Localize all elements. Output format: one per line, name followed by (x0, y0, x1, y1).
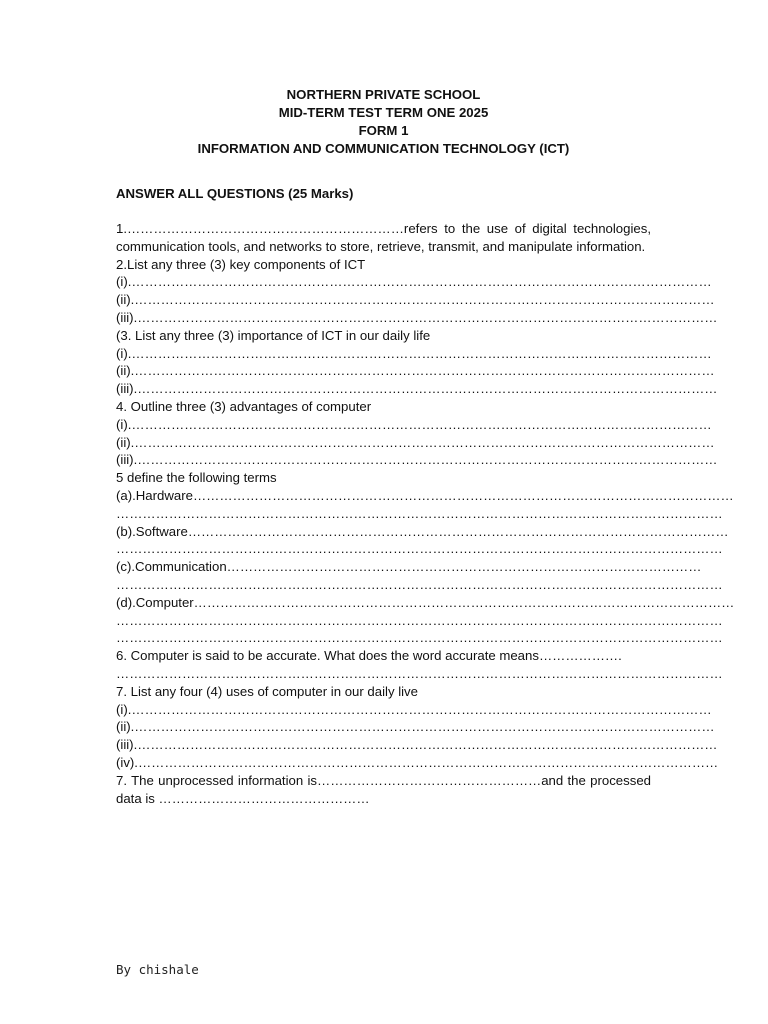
exam-header (116, 86, 651, 158)
question-4: 4. Outline three (3) advantages of computer (116, 398, 372, 414)
questions (116, 220, 735, 807)
form-level: FORM 1 (358, 123, 409, 138)
answer-line: (iii).…………………………………………………………………………………………………………………… (116, 309, 718, 325)
school-name: NORTHERN PRIVATE SCHOOL (286, 87, 481, 102)
answer-line: (iv).…………………………………………………………………………………………………………………… (116, 754, 719, 770)
answer-line: (iii).…………………………………………………………………………………………………………………… (116, 737, 718, 753)
answer-line: (ii).…………………………………………………………………………………………………………………… (116, 719, 715, 735)
question-7b: 7. The unprocessed information is……………………………………………and the processed data is ………………………………………… (116, 772, 651, 806)
answer-line: (iii).…………………………………………………………………………………………………………………… (116, 381, 718, 397)
answer-line: (ii).…………………………………………………………………………………………………………………… (116, 363, 715, 379)
answer-line: (ii).…………………………………………………………………………………………………………………… (116, 292, 715, 308)
answer-line: (i).…………………………………………………………………………………………………………………… (116, 345, 712, 361)
answer-line: ………………………………………………………………………………………………………………………… (116, 665, 723, 681)
question-3: (3. List any three (3) importance of ICT in our daily life (116, 327, 431, 343)
question-6: 6. Computer is said to be accurate. What does the word accurate means………………. (116, 648, 622, 664)
answer-line: (i).…………………………………………………………………………………………………………………… (116, 274, 712, 290)
answer-line: (ii).…………………………………………………………………………………………………………………… (116, 434, 715, 450)
answer-line: (i).…………………………………………………………………………………………………………………… (116, 416, 712, 432)
answer-line: ………………………………………………………………………………………………………………………… (116, 541, 723, 557)
instructions: ANSWER ALL QUESTIONS (25 Marks) (116, 186, 354, 201)
question-5: 5 define the following terms (116, 470, 277, 486)
subject-title: INFORMATION AND COMMUNICATION TECHNOLOGY (ICT) (197, 141, 570, 156)
answer-line: (a).Hardware…………………………………………………………………………………………………………… (116, 487, 734, 503)
answer-line: (b).Software…………………………………………………………………………………………………………… (116, 523, 729, 539)
answer-line: ………………………………………………………………………………………………………………………… (116, 576, 723, 592)
answer-line: ………………………………………………………………………………………………………………………… (116, 505, 723, 521)
answer-line: ………………………………………………………………………………………………………………………… (116, 630, 723, 646)
answer-line: (c).Communication……………………………………………………………………………………………… (116, 559, 702, 575)
answer-line: (iii).…………………………………………………………………………………………………………………… (116, 452, 718, 468)
question-2: 2.List any three (3) key components of ICT (116, 256, 366, 272)
author-footer: By chishale (116, 962, 199, 977)
answer-line: (i).…………………………………………………………………………………………………………………… (116, 701, 712, 717)
answer-line: ………………………………………………………………………………………………………………………… (116, 612, 723, 628)
test-title: MID-TERM TEST TERM ONE 2025 (278, 105, 489, 120)
question-1: 1.………………………………………………………refers to the use of digital technologies, communication tools, and networks to store, retrieve, transmit, and manipulate information. (116, 221, 651, 254)
question-7: 7. List any four (4) uses of computer in our daily live (116, 683, 418, 699)
answer-line: (d).Computer…………………………………………………………………………………………………………… (116, 594, 735, 610)
exam-page (116, 86, 735, 807)
